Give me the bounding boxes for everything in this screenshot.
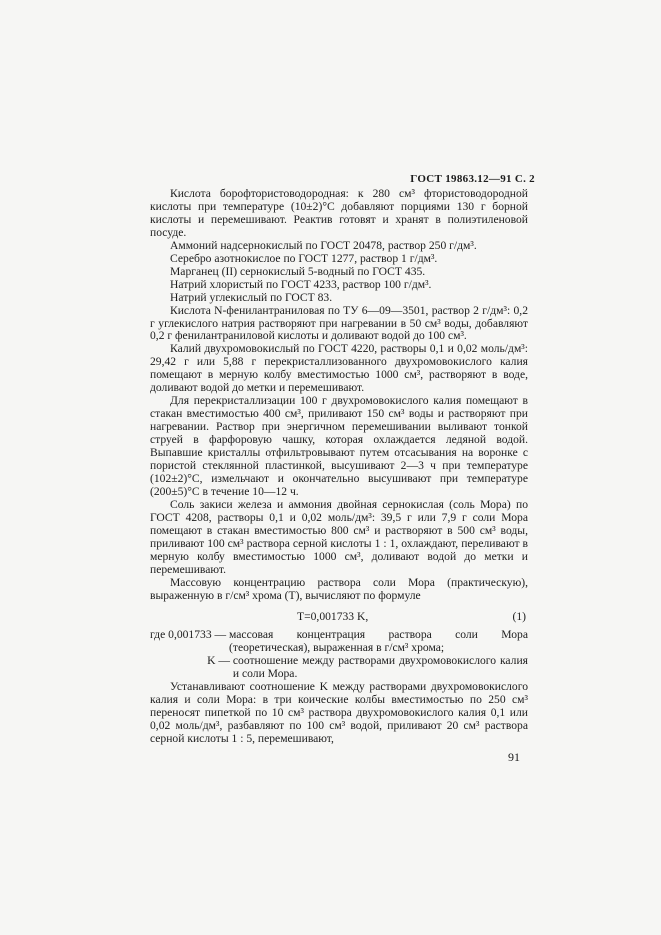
legend-definition: соотношение между растворами двухромовокислого калия и соли Мора. [232, 654, 528, 681]
paragraph-sodium-carbonate: Натрий углекислый по ГОСТ 83. [170, 290, 333, 304]
legend-term: 0,001733 — [168, 628, 227, 642]
legend-definition: массовая концентрация раствора соли Мора (теоретическая), выраженная в г/см³ хрома; [229, 628, 528, 655]
paragraph-phenylanthranilic-acid: Кислота N-фенилантраниловая по ТУ 6—09—3501, раствор 2 г/дм³: 0,2 г углекислого натрия растворяют при нагревании в 50 см³ воды, добавляют 0,2 г фенилантраниловой кислоты и доливают водой до 100 см³. [150, 303, 528, 343]
formula-legend [150, 629, 528, 681]
paragraph-ammonium-persulfate: Аммоний надсернокислый по ГОСТ 20478, раствор 250 г/дм³. [170, 238, 477, 252]
document-body [150, 188, 528, 746]
paragraph-silver-nitrate: Серебро азотнокислое по ГОСТ 1277, раствор 1 г/дм³. [170, 251, 438, 265]
legend-item [150, 655, 528, 681]
paragraph-manganese-sulfate: Марганец (II) сернокислый 5-водный по ГОСТ 435. [170, 264, 426, 278]
paragraph-recrystallization: Для перекристаллизации 100 г двухромовокислого калия помещают в стакан вместимостью 400 см³, приливают 150 см³ воды и растворяют при нагревании. Раствор при энергичном перемешивании выливают тонкой струей в фарфоровую чашку, которая охлаждается ледяной водой. Выпавшие кристаллы отфильтровывают путем отсасывания на воронке с пористой стеклянной пластинкой, высушивают 2—3 ч при температуре (102±2)°С, измельчают и окончательно высушивают при температуре (200±5)°С в течение 10—12 ч. [150, 394, 528, 498]
legend-item [150, 629, 528, 655]
paragraph-mohr-salt: Соль закиси железа и аммония двойная сернокислая (соль Мора) по ГОСТ 4208, растворы 0,1 и 0,02 моль/дм³: 39,5 г или 7,9 г соли Мора помещают в стакан вместимостью 800 см³ и растворяют в 500 см³ воды, приливают 100 см³ раствора серной кислоты 1 : 1, охлаждают, переливают в мерную колбу вместимостью 1000 см³, доливают водой до метки и перемешивают. [150, 497, 528, 576]
paragraph-ratio-determination: Устанавливают соотношение K между растворами двухромовокислого калия и соли Мора: в три коические колбы вместимостью по 250 см³ переносят пипеткой по 10 см³ раствора двухромовокислого калия 0,1 или 0,02 моль/дм³, разбавляют по 100 см³ водой, приливают 20 см³ раствора серной кислоты 1 : 5, перемешивают, [150, 680, 528, 746]
legend-where: где [150, 628, 166, 642]
paragraph-sodium-chloride: Натрий хлористый по ГОСТ 4233, раствор 100 г/дм³. [170, 277, 432, 291]
paragraph-fluoroboric-acid: Кислота борофтористоводородная: к 280 см³ фтористоводородной кислоты при температуре (10±2)°С добавляют порциями 130 г борной кислоты и перемешивают. Реактив готовят и хранят в полиэтиленовой посуде. [150, 187, 528, 239]
document-header: ГОСТ 19863.12—91 С. 2 [410, 173, 535, 185]
legend-term: K — [207, 654, 230, 668]
formula-expression: T=0,001733 K, [297, 609, 369, 623]
paragraph-mass-concentration: Массовую концентрацию раствора соли Мора (практическую), выраженную в г/см³ хрома (T), вычисляют по формуле [150, 575, 528, 602]
paragraph-potassium-dichromate: Калий двухромовокислый по ГОСТ 4220, растворы 0,1 и 0,02 моль/дм³: 29,42 г или 5,88 г перекристаллизованного двухромовокислого калия помещают в мерную колбу вместимостью 1000 см³, растворяют в воде, доливают водой до метки и перемешивают. [150, 342, 528, 395]
page-number: 91 [508, 750, 520, 764]
formula-number: (1) [512, 609, 526, 623]
formula [150, 611, 528, 624]
